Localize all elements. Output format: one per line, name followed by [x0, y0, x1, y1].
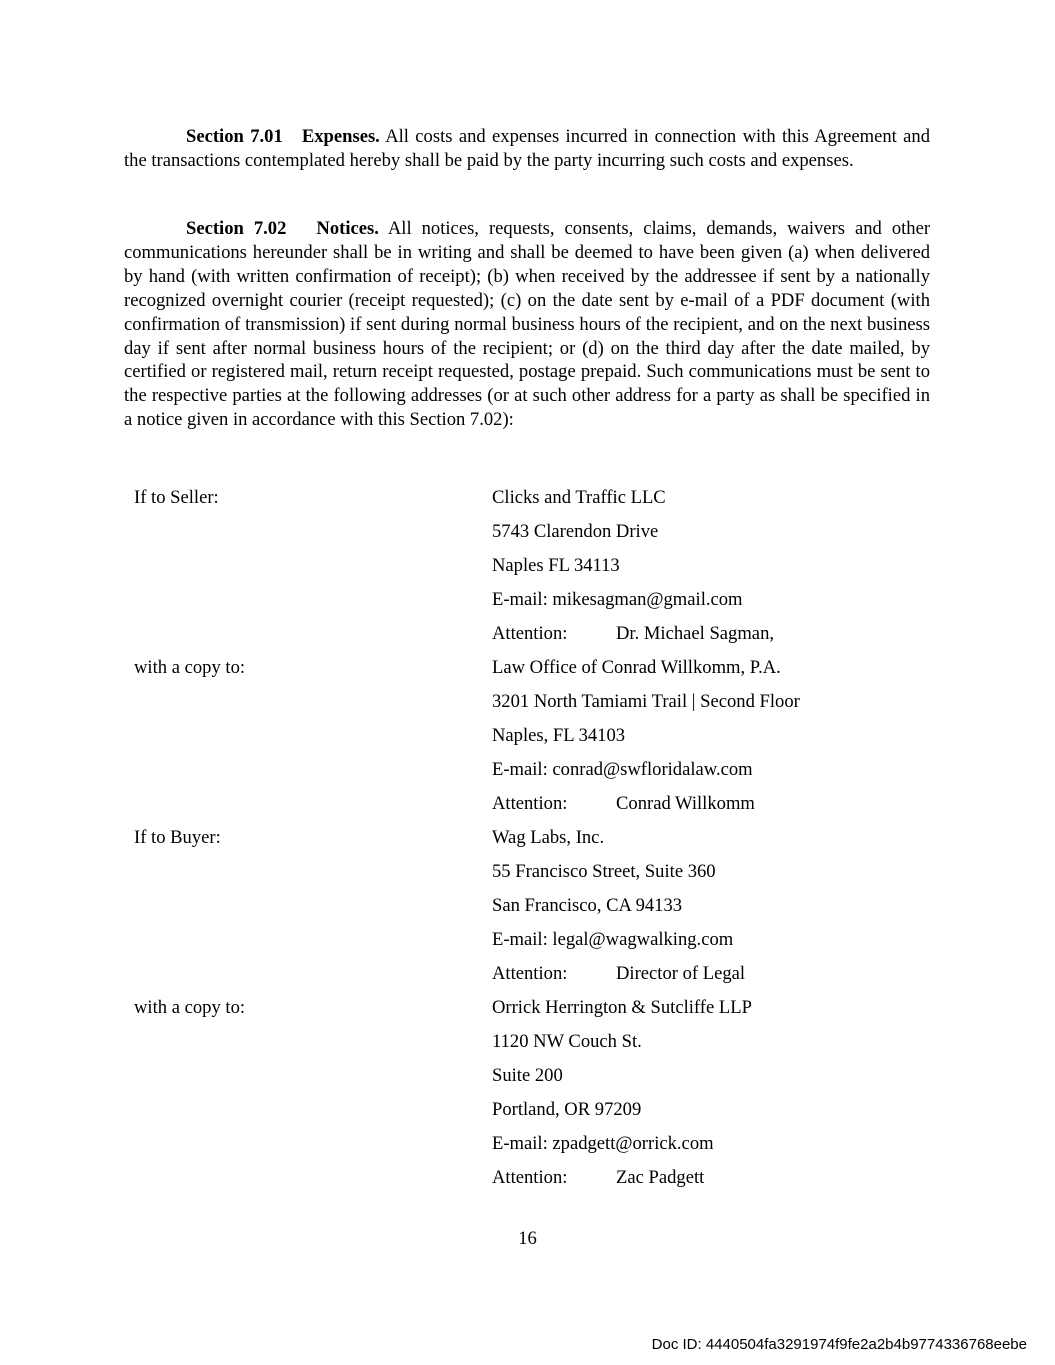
attention-label: Attention:	[492, 1167, 568, 1188]
attention-name: Conrad Willkomm	[616, 793, 755, 814]
page-number: 16	[518, 1228, 537, 1249]
address-line: 3201 North Tamiami Trail | Second Floor	[492, 691, 800, 712]
section-7-02-number: Section 7.02	[186, 218, 287, 239]
attention-line	[492, 793, 755, 815]
doc-id-label: Doc ID:	[651, 1336, 702, 1353]
address-label: If to Buyer:	[134, 827, 221, 848]
section-7-02-title: Notices.	[316, 218, 379, 239]
address-email: E-mail: legal@wagwalking.com	[492, 929, 734, 950]
attention-name: Director of Legal	[616, 963, 746, 984]
address-line: Naples FL 34113	[492, 555, 620, 576]
attention-line	[492, 1167, 704, 1189]
address-email: E-mail: conrad@swfloridalaw.com	[492, 759, 753, 780]
doc-id-footer	[652, 1336, 1027, 1353]
section-7-01-paragraph	[124, 125, 930, 173]
attention-name: Dr. Michael Sagman,	[616, 623, 775, 644]
address-line: Portland, OR 97209	[492, 1099, 642, 1120]
address-line: 5743 Clarendon Drive	[492, 521, 659, 542]
address-line: 1120 NW Couch St.	[492, 1031, 642, 1052]
address-label: with a copy to:	[134, 997, 246, 1018]
address-line: Law Office of Conrad Willkomm, P.A.	[492, 657, 781, 678]
address-email: E-mail: zpadgett@orrick.com	[492, 1133, 714, 1154]
attention-label: Attention:	[492, 623, 568, 644]
address-line: Orrick Herrington & Sutcliffe LLP	[492, 997, 752, 1018]
address-label: If to Seller:	[134, 487, 219, 508]
section-7-01-title: Expenses.	[301, 126, 380, 147]
address-line: 55 Francisco Street, Suite 360	[492, 861, 716, 882]
address-line: Clicks and Traffic LLC	[492, 487, 666, 508]
section-7-01-body: All costs and expenses incurred in connection with this Agreement and the transactions contemplated hereby shall be paid by the party incurring such costs and expenses.	[124, 126, 931, 171]
attention-label: Attention:	[492, 793, 568, 814]
doc-id-value: 4440504fa3291974f9fe2a2b4b9774336768eebe	[705, 1336, 1027, 1353]
attention-line	[492, 963, 745, 985]
address-email: E-mail: mikesagman@gmail.com	[492, 589, 743, 610]
attention-label: Attention:	[492, 963, 568, 984]
section-7-01-number: Section 7.01	[186, 126, 283, 147]
attention-name: Zac Padgett	[616, 1167, 705, 1188]
section-7-02-paragraph	[124, 217, 930, 432]
address-line: San Francisco, CA 94133	[492, 895, 683, 916]
section-7-02-body: All notices, requests, consents, claims, demands, waivers and other communications hereunder shall be in writing and shall be deemed to have been given (a) when delivered by hand (with written confirmation of receipt); (b) when received by the addressee if sent by a nationally recognized overnight courier (receipt requested); (c) on the date sent by e-mail of a PDF document (with confirmation of transmission) if sent during normal business hours of the recipient, and on the next business day if sent after normal business hours of the recipient; or (d) on the third day after the date mailed, by certified or registered mail, return receipt requested, postage prepaid. Such communications must be sent to the respective parties at the following addresses (or at such other address for a party as shall be specified in a notice given in accordance with this Section 7.02):	[124, 218, 931, 431]
attention-line	[492, 623, 774, 645]
address-line: Suite 200	[492, 1065, 563, 1086]
address-label: with a copy to:	[134, 657, 246, 678]
address-line: Wag Labs, Inc.	[492, 827, 605, 848]
address-line: Naples, FL 34103	[492, 725, 626, 746]
